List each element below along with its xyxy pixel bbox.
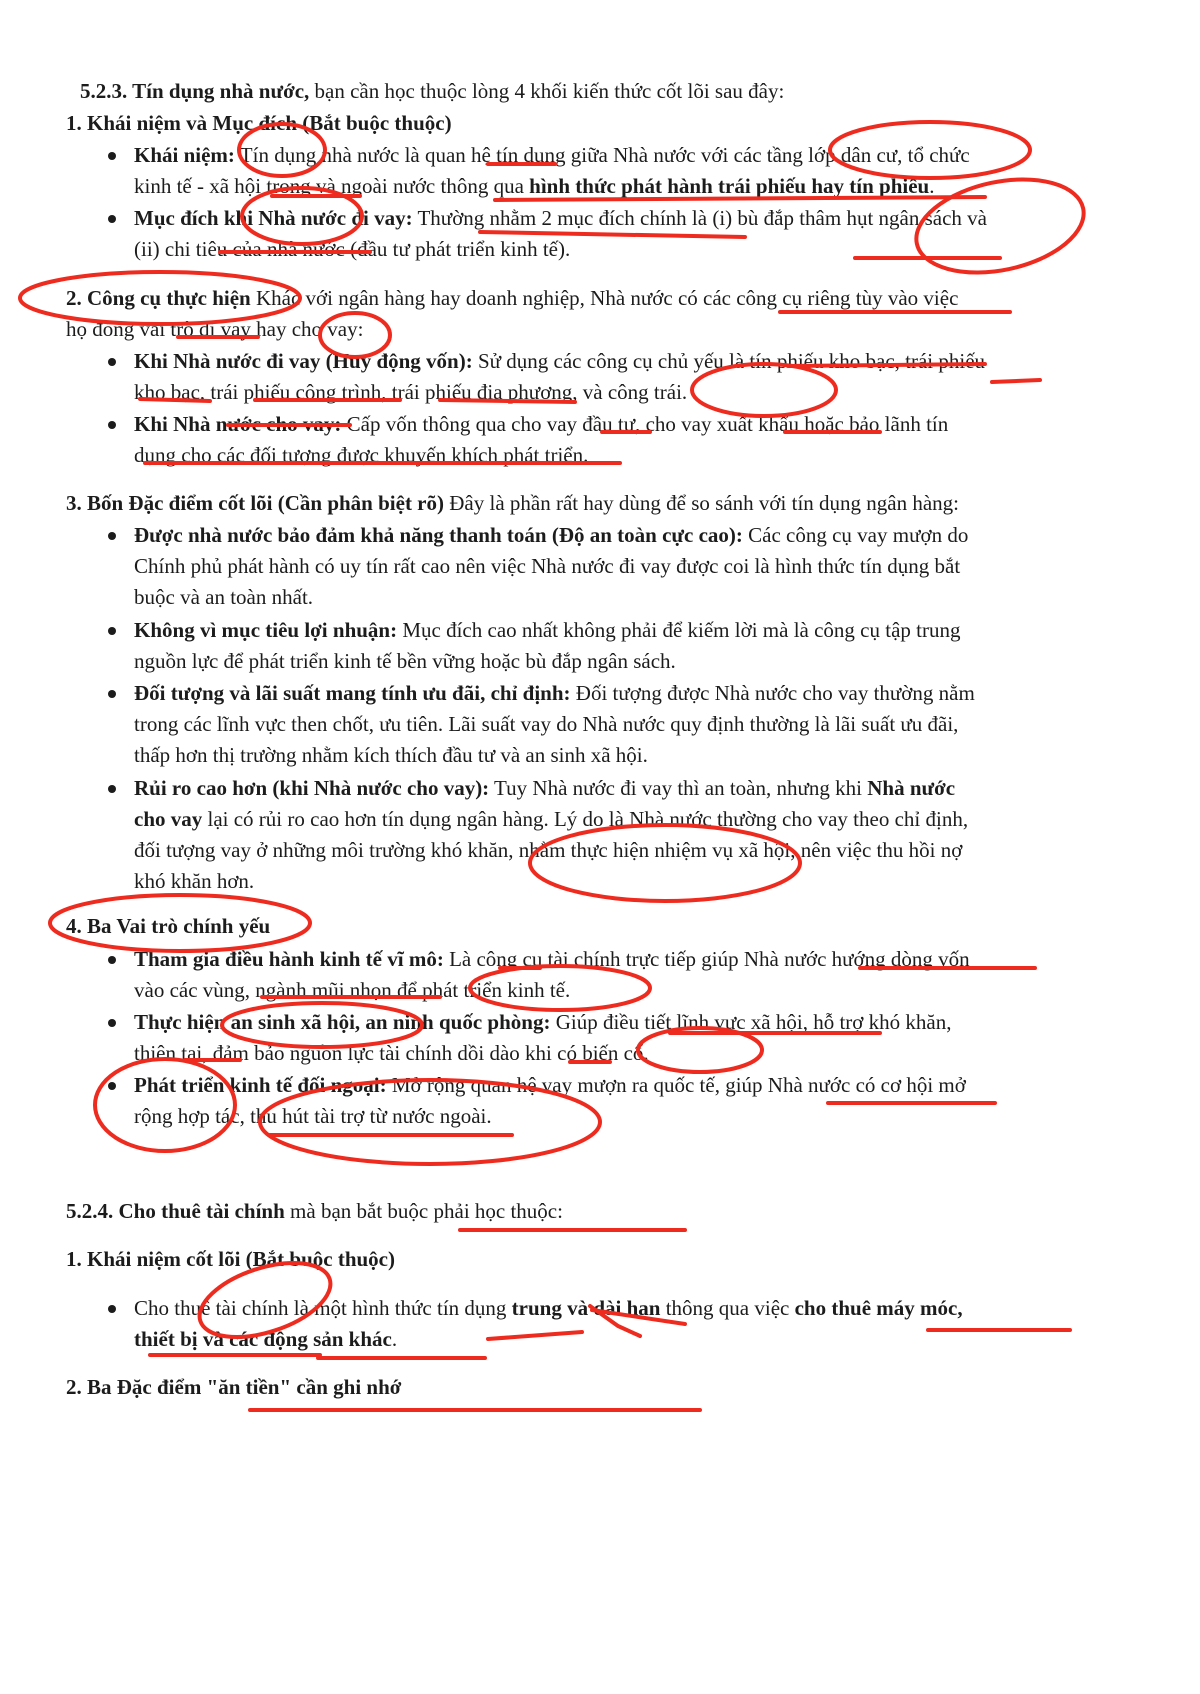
bullet-label: Khái niệm: bbox=[134, 143, 235, 167]
heading-four-features bbox=[66, 490, 959, 517]
bullet-foreign-line-1 bbox=[134, 1072, 966, 1099]
bullet-purpose-line-2: (ii) chi tiêu của nhà nước (đầu tư phát triển kinh tế). bbox=[134, 237, 571, 261]
bullet-macro-line-1 bbox=[134, 946, 970, 973]
bullet-nonprofit-line-1 bbox=[134, 617, 960, 644]
bullet-text: Mở rộng quan hệ vay mượn ra quốc tế, giúp Nhà nước có cơ hội mở bbox=[386, 1073, 966, 1097]
bullet-text: kinh tế - xã hội trong và ngoài nước thông qua bbox=[134, 174, 530, 198]
bullet-text: Thường nhằm 2 mục đích chính là (i) bù đắp thâm hụt ngân sách và bbox=[412, 206, 987, 230]
bullet-text: . bbox=[929, 174, 935, 198]
bullet-dot bbox=[108, 152, 116, 160]
bullet-preferential-line-2: trong các lĩnh vực then chốt, ưu tiên. Lãi suất vay do Nhà nước quy định thường là lãi suất ưu đãi, bbox=[134, 712, 959, 736]
bullet-label: Phát triển kinh tế đối ngoại: bbox=[134, 1073, 387, 1097]
section-title-bold: 5.2.4. Cho thuê tài chính bbox=[66, 1199, 285, 1223]
bullet-preferential-line-3: thấp hơn thị trường nhằm kích thích đầu tư và an sinh xã hội. bbox=[134, 743, 648, 767]
bullet-text: Đối tượng được Nhà nước cho vay thường nằm bbox=[570, 681, 975, 705]
section-title-text: mà bạn bắt buộc phải học thuộc: bbox=[284, 1199, 563, 1223]
bullet-text: Các công cụ vay mượn do bbox=[742, 523, 969, 547]
bullet-guarantee-line-3: buộc và an toàn nhất. bbox=[134, 585, 314, 609]
bullet-risk-line-1 bbox=[134, 775, 955, 802]
bullet-bold-text: Nhà nước bbox=[867, 776, 956, 800]
bullet-purpose-line-1 bbox=[134, 205, 987, 232]
bullet-lend-line-1 bbox=[134, 411, 948, 438]
bullet-dot bbox=[108, 1305, 116, 1313]
bullet-label: Thực hiện an sinh xã hội, an ninh quốc phòng: bbox=[134, 1010, 551, 1034]
heading-text: Khác với ngân hàng hay doanh nghiệp, Nhà nước có các công cụ riêng tùy vào việc bbox=[250, 286, 959, 310]
bullet-dot bbox=[108, 532, 116, 540]
bullet-concept-line-1 bbox=[134, 142, 970, 169]
bullet-text: lại có rủi ro cao hơn tín dụng ngân hàng. Lý do là Nhà nước thường cho vay theo chỉ định, bbox=[202, 807, 969, 831]
section-title-bold: 5.2.3. Tín dụng nhà nước, bbox=[80, 79, 310, 103]
bullet-bold-text: cho vay bbox=[134, 807, 203, 831]
bullet-dot bbox=[108, 690, 116, 698]
heading-bold: 3. Bốn Đặc điểm cốt lõi (Cần phân biệt rõ) bbox=[66, 491, 444, 515]
bullet-label: Khi Nhà nước đi vay (Huy động vốn): bbox=[134, 349, 473, 373]
section-title-5-2-3 bbox=[80, 78, 784, 105]
heading-core-concept: 1. Khái niệm cốt lõi (Bắt buộc thuộc) bbox=[66, 1247, 395, 1271]
bullet-label: Rủi ro cao hơn (khi Nhà nước cho vay): bbox=[134, 776, 490, 800]
bullet-leasing-line-1 bbox=[134, 1295, 963, 1322]
bullet-dot bbox=[108, 1019, 116, 1027]
bullet-risk-line-3: đối tượng vay ở những môi trường khó khăn, nhằm thực hiện nhiệm vụ xã hội, nên việc thu hồi nợ bbox=[134, 838, 963, 862]
bullet-text: Giúp điều tiết lĩnh vực xã hội, hỗ trợ khó khăn, bbox=[550, 1010, 952, 1034]
bullet-social-security-line-1 bbox=[134, 1009, 951, 1036]
bullet-bold-text: hình thức phát hành trái phiếu hay tín phiếu bbox=[529, 174, 930, 198]
bullet-macro-line-2: vào các vùng, ngành mũi nhọn để phát triển kinh tế. bbox=[134, 978, 571, 1002]
bullet-label: Mục đích khi Nhà nước đi vay: bbox=[134, 206, 413, 230]
bullet-lend-line-2: dụng cho các đối tượng được khuyến khích phát triển. bbox=[134, 443, 589, 467]
heading-bold: 2. Công cụ thực hiện bbox=[66, 286, 251, 310]
bullet-leasing-line-2 bbox=[134, 1326, 397, 1353]
bullet-risk-line-2 bbox=[134, 806, 968, 833]
bullet-dot bbox=[108, 785, 116, 793]
heading-tools-line-1 bbox=[66, 285, 958, 312]
heading-text: Đây là phần rất hay dùng để so sánh với tín dụng ngân hàng: bbox=[444, 491, 960, 515]
bullet-concept-line-2 bbox=[134, 173, 934, 200]
bullet-borrow-line-2: kho bạc, trái phiếu công trình, trái phiếu địa phương, và công trái. bbox=[134, 380, 688, 404]
bullet-text: . bbox=[391, 1327, 398, 1351]
bullet-social-security-line-2: thiên tai, đảm bảo nguồn lực tài chính dồi dào khi có biến cố. bbox=[134, 1041, 649, 1065]
section-title-text: bạn cần học thuộc lòng 4 khối kiến thức cốt lõi sau đây: bbox=[309, 79, 785, 103]
bullet-text: Cho thuê tài chính là một hình thức tín dụng bbox=[134, 1296, 512, 1320]
bullet-dot bbox=[108, 627, 116, 635]
heading-concept-purpose: 1. Khái niệm và Mục đích (Bắt buộc thuộc) bbox=[66, 111, 452, 135]
bullet-label: Được nhà nước bảo đảm khả năng thanh toán (Độ an toàn cực cao): bbox=[134, 523, 743, 547]
bullet-guarantee-line-1 bbox=[134, 522, 968, 549]
bullet-nonprofit-line-2: nguồn lực để phát triển kinh tế bền vững hoặc bù đắp ngân sách. bbox=[134, 649, 676, 673]
bullet-preferential-line-1 bbox=[134, 680, 975, 707]
bullet-text: Mục đích cao nhất không phải để kiếm lời mà là công cụ tập trung bbox=[397, 618, 961, 642]
bullet-dot bbox=[108, 421, 116, 429]
bullet-label: Khi Nhà nước cho vay: bbox=[134, 412, 342, 436]
bullet-bold-text: thiết bị và các động sản khác bbox=[134, 1327, 392, 1351]
bullet-label: Đối tượng và lãi suất mang tính ưu đãi, chỉ định: bbox=[134, 681, 571, 705]
bullet-text: Tín dụng nhà nước là quan hệ tín dụng giữa Nhà nước với các tầng lớp dân cư, tổ chức bbox=[234, 143, 970, 167]
bullet-text: Cấp vốn thông qua cho vay đầu tư, cho vay xuất khẩu hoặc bảo lãnh tín bbox=[341, 412, 949, 436]
bullet-dot bbox=[108, 1082, 116, 1090]
bullet-text: Là công cụ tài chính trực tiếp giúp Nhà nước hướng dòng vốn bbox=[443, 947, 970, 971]
heading-three-roles: 4. Ba Vai trò chính yếu bbox=[66, 914, 271, 938]
bullet-label: Không vì mục tiêu lợi nhuận: bbox=[134, 618, 398, 642]
bullet-label: Tham gia điều hành kinh tế vĩ mô: bbox=[134, 947, 444, 971]
bullet-text: Sử dụng các công cụ chủ yếu là tín phiếu kho bạc, trái phiếu bbox=[472, 349, 986, 373]
bullet-guarantee-line-2: Chính phủ phát hành có uy tín rất cao nên việc Nhà nước đi vay được coi là hình thức tín dụng bắt bbox=[134, 554, 961, 578]
bullet-text: thông qua việc bbox=[660, 1296, 795, 1320]
bullet-bold-text: cho thuê máy móc, bbox=[794, 1296, 963, 1320]
heading-three-features: 2. Ba Đặc điểm "ăn tiền" cần ghi nhớ bbox=[66, 1375, 402, 1399]
bullet-borrow-line-1 bbox=[134, 348, 985, 375]
bullet-dot bbox=[108, 358, 116, 366]
heading-tools-line-2: họ đóng vai trò đi vay hay cho vay: bbox=[66, 317, 364, 341]
bullet-foreign-line-2: rộng hợp tác, thu hút tài trợ từ nước ngoài. bbox=[134, 1104, 492, 1128]
section-title-5-2-4 bbox=[66, 1198, 563, 1225]
bullet-bold-text: trung và dài hạn bbox=[511, 1296, 661, 1320]
bullet-text: Tuy Nhà nước đi vay thì an toàn, nhưng khi bbox=[489, 776, 868, 800]
bullet-dot bbox=[108, 215, 116, 223]
bullet-risk-line-4: khó khăn hơn. bbox=[134, 869, 255, 893]
bullet-dot bbox=[108, 956, 116, 964]
